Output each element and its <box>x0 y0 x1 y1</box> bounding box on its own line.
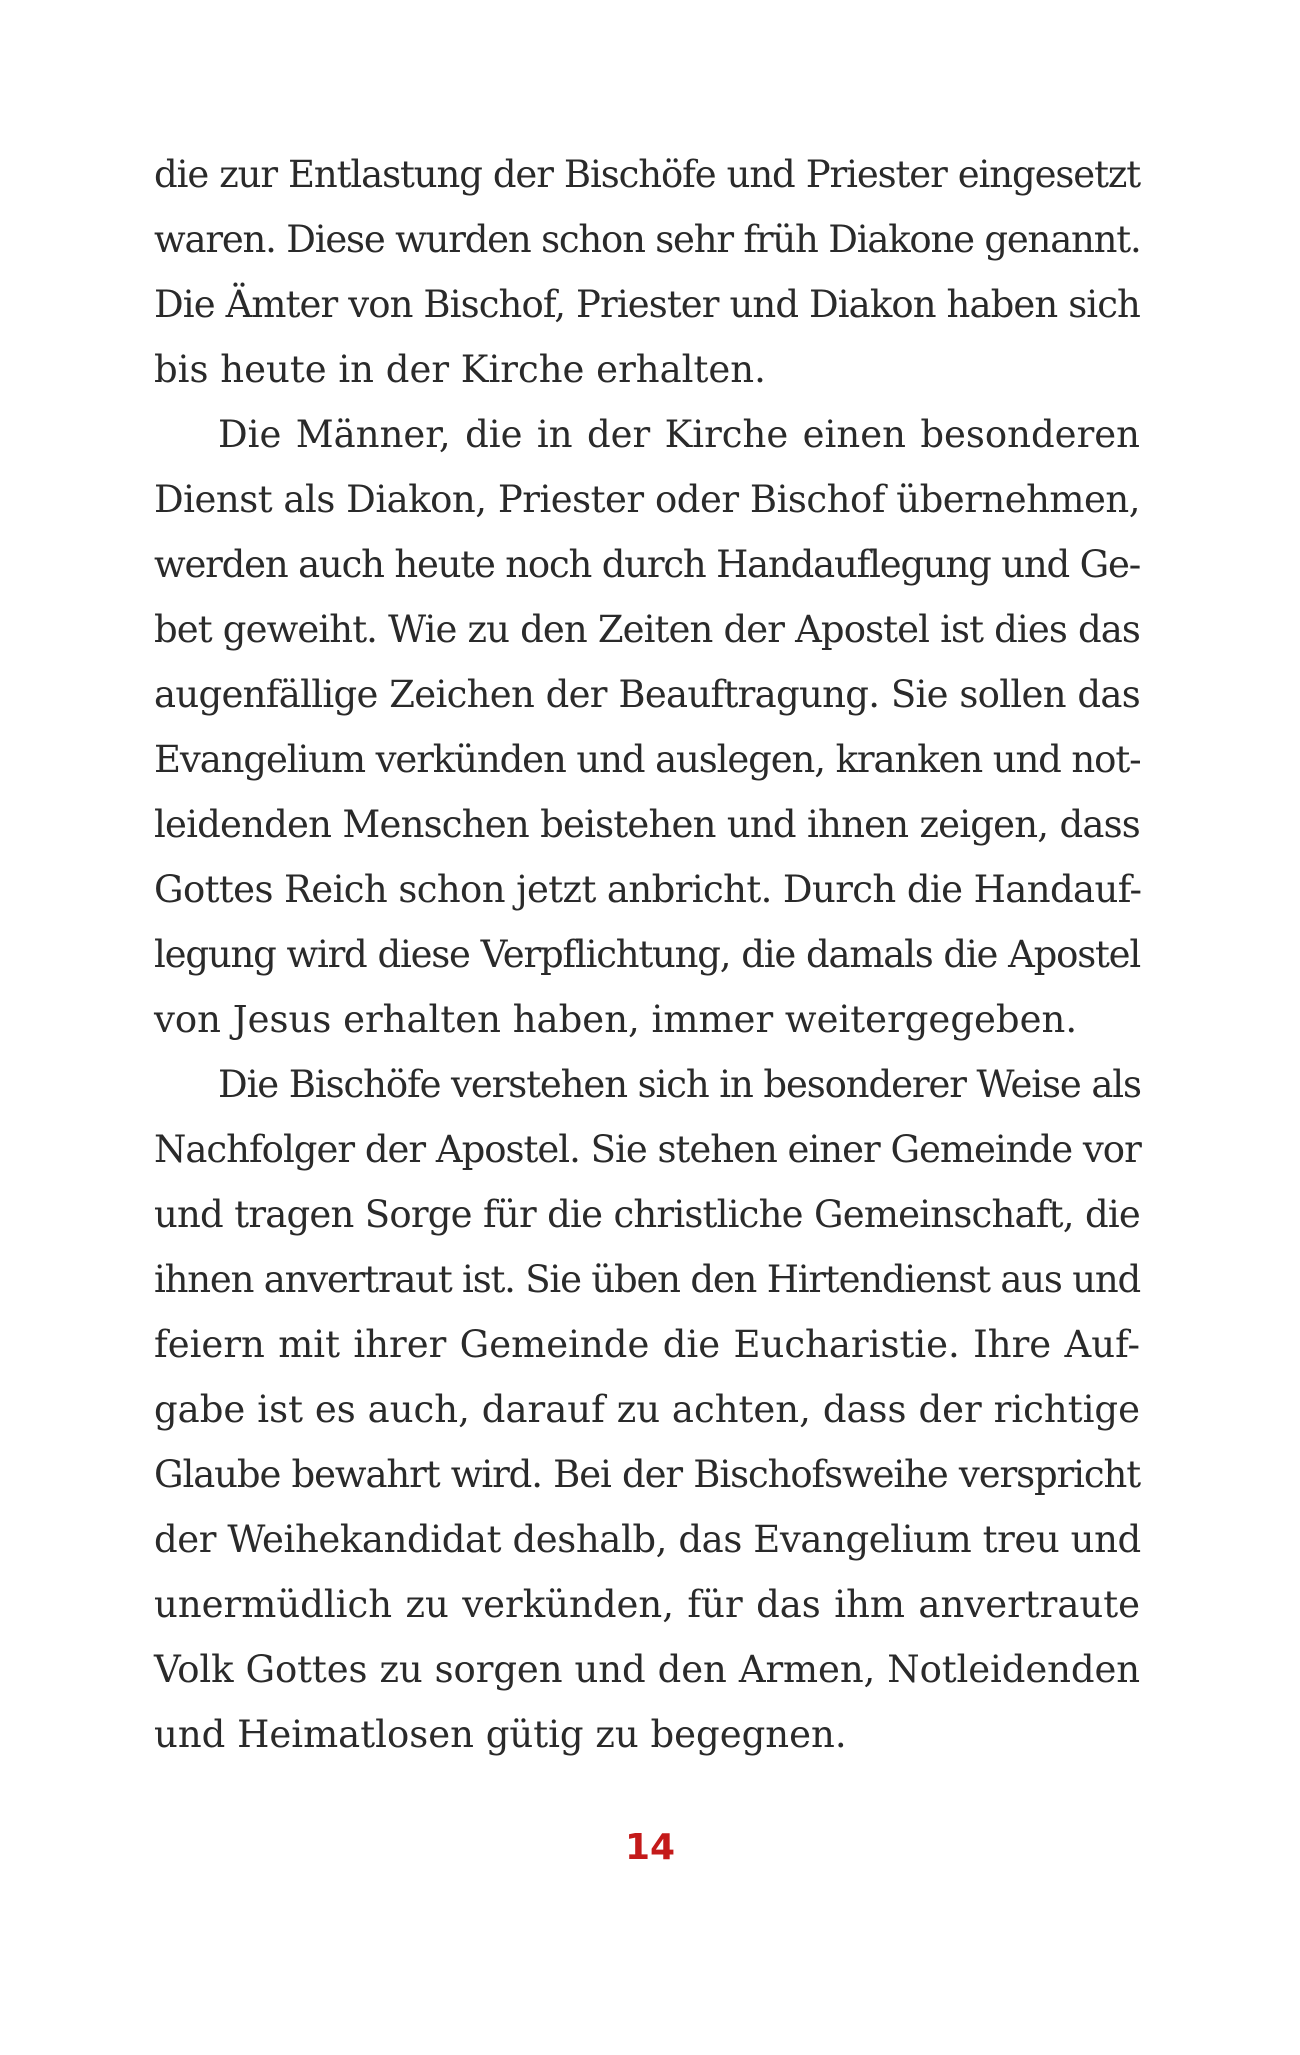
text-line: von Jesus erhalten haben, immer weitergegeben. <box>154 998 1078 1041</box>
text-line: werden auch heute noch durch Handauflegung und Ge- <box>154 543 1140 586</box>
text-line: Die Ämter von Bischof, Priester und Diakon haben sich <box>154 283 1140 326</box>
text-line: Die Männer, die in der Kirche einen besonderen <box>218 413 1140 456</box>
text-line: Glaube bewahrt wird. Bei der Bischofsweihe verspricht <box>154 1453 1140 1496</box>
text-line: feiern mit ihrer Gemeinde die Eucharistie. Ihre Auf- <box>154 1323 1140 1366</box>
text-line: augenfällige Zeichen der Beauftragung. Sie sollen das <box>154 673 1140 716</box>
text-line: ihnen anvertraut ist. Sie üben den Hirtendienst aus und <box>154 1258 1140 1301</box>
text-line: gabe ist es auch, darauf zu achten, dass der richtige <box>154 1388 1140 1431</box>
body-text <box>154 142 1140 1767</box>
text-line: bis heute in der Kirche erhalten. <box>154 348 766 391</box>
text-line: bet geweiht. Wie zu den Zeiten der Apostel ist dies das <box>154 608 1140 651</box>
text-line: Dienst als Diakon, Priester oder Bischof übernehmen, <box>154 478 1140 521</box>
text-line: Gottes Reich schon jetzt anbricht. Durch die Handauf- <box>154 868 1142 911</box>
text-line: und Heimatlosen gütig zu begegnen. <box>154 1713 847 1756</box>
text-line: unermüdlich zu verkünden, für das ihm anvertraute <box>154 1583 1140 1626</box>
text-line: Die Bischöfe verstehen sich in besonderer Weise als <box>218 1063 1141 1106</box>
text-line: leidenden Menschen beistehen und ihnen zeigen, dass <box>154 803 1140 846</box>
text-line: waren. Diese wurden schon sehr früh Diakone genannt. <box>154 218 1141 261</box>
text-line: legung wird diese Verpflichtung, die damals die Apostel <box>154 933 1140 976</box>
text-line: der Weihekandidat deshalb, das Evangelium treu und <box>154 1518 1141 1561</box>
text-line: und tragen Sorge für die christliche Gemeinschaft, die <box>154 1193 1140 1236</box>
text-line: die zur Entlastung der Bischöfe und Priester eingesetzt <box>154 153 1140 196</box>
text-line: Evangelium verkünden und auslegen, kranken und not- <box>154 738 1141 781</box>
text-line: Nachfolger der Apostel. Sie stehen einer Gemeinde vor <box>154 1128 1141 1171</box>
text-line: Volk Gottes zu sorgen und den Armen, Notleidenden <box>154 1648 1140 1691</box>
page-number: 14 <box>624 1827 676 1868</box>
